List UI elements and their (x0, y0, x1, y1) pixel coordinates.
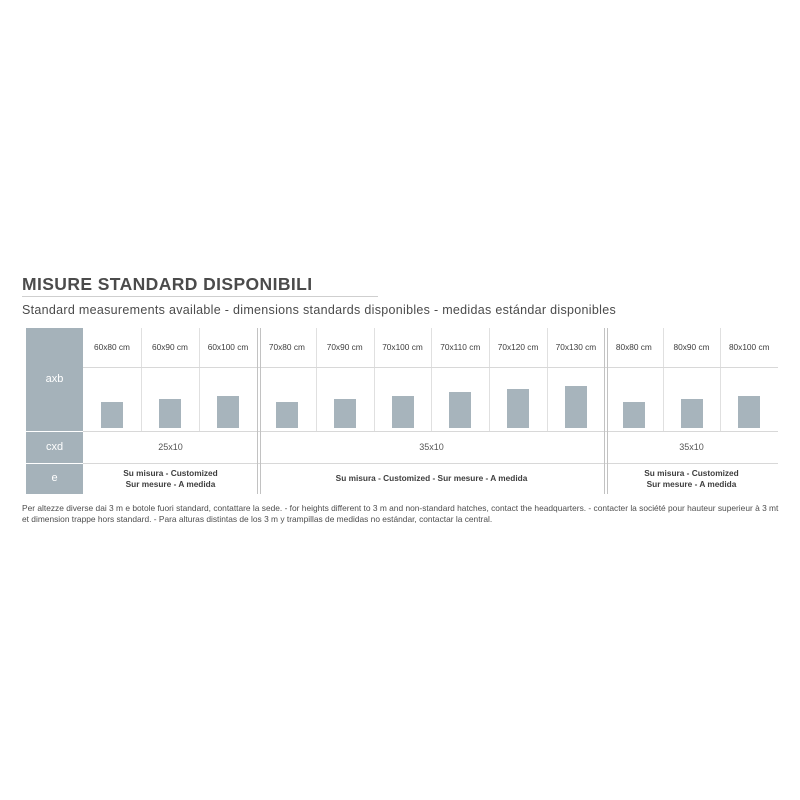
size-row (83, 328, 258, 367)
bar-cell (720, 367, 778, 431)
size-group-2 (258, 328, 605, 494)
page-title: MISURE STANDARD DISPONIBILI (22, 274, 313, 294)
size-bar (217, 396, 239, 428)
size-bar (507, 389, 529, 428)
bar-cell (605, 367, 663, 431)
row-label-divider (26, 463, 83, 464)
bar-row (605, 367, 778, 431)
size-bar (449, 392, 471, 428)
size-bar (101, 402, 123, 428)
row-divider (258, 367, 605, 368)
e-line: Su misura - Customized (644, 467, 739, 478)
size-label: 60x90 cm (152, 342, 188, 352)
row-label-column (26, 328, 83, 494)
measurements-table (26, 328, 778, 494)
row-label-axb: axb (45, 373, 64, 385)
e-line: Sur mesure - A medida (125, 478, 216, 489)
size-row (605, 328, 778, 367)
row-label-divider (26, 431, 83, 432)
bar-cell (199, 367, 257, 431)
size-row (258, 328, 605, 367)
row-label-e: e (51, 472, 58, 484)
footnote: Per altezze diverse dai 3 m e botole fuori standard, contattare la sede. - for heights different to 3 m and non-standard hatches, contact the headquarters. - contacter la société pour hauteur superieur à 3 mt et dimension trappe hors standard. - Para alturas distintas de los 3 m y trampillas de medidas no estándar, contactar la central. (22, 503, 779, 524)
e-line: Sur mesure - A medida (646, 478, 737, 489)
group-divider (607, 328, 608, 494)
bar-cell (316, 367, 374, 431)
size-label: 70x130 cm (555, 342, 597, 352)
size-label: 60x80 cm (94, 342, 130, 352)
row-divider (83, 367, 258, 368)
e-line: Su misura - Customized - Sur mesure - A medida (335, 473, 528, 483)
bar-cell (258, 367, 316, 431)
bar-cell (489, 367, 547, 431)
row-divider (605, 367, 778, 368)
group-divider (257, 328, 258, 494)
size-bar (159, 399, 181, 428)
size-bar (392, 396, 414, 428)
cxd-value: 35x10 (419, 442, 444, 452)
group-divider (604, 328, 605, 494)
size-bar (738, 396, 760, 428)
size-label: 70x80 cm (268, 342, 305, 352)
size-bar (681, 399, 703, 428)
size-bar (565, 386, 587, 428)
page-subtitle: Standard measurements available - dimensions standards disponibles - medidas estándar disponibles (22, 303, 616, 317)
bar-cell (141, 367, 199, 431)
size-bar (276, 402, 298, 428)
size-group-1 (83, 328, 258, 494)
size-group-3 (605, 328, 778, 494)
size-label: 80x80 cm (615, 342, 652, 352)
size-label: 70x110 cm (440, 342, 481, 352)
bar-cell (547, 367, 605, 431)
title-divider (22, 296, 378, 297)
size-bar (623, 402, 645, 428)
size-label: 70x90 cm (326, 342, 363, 352)
row-label-cxd: cxd (45, 441, 64, 453)
group-divider (260, 328, 261, 494)
e-value (83, 463, 258, 494)
cxd-value: 25x10 (158, 442, 183, 452)
bar-cell (374, 367, 432, 431)
size-bar (334, 399, 356, 428)
size-label: 70x100 cm (382, 342, 423, 352)
e-value (258, 463, 605, 494)
size-label: 60x100 cm (207, 342, 249, 352)
size-label: 80x100 cm (728, 342, 770, 352)
bar-cell (431, 367, 489, 431)
cxd-value: 35x10 (679, 442, 704, 452)
bar-row (83, 367, 258, 431)
e-line: Su misura - Customized (123, 467, 218, 478)
bar-row (258, 367, 605, 431)
bar-cell (83, 367, 141, 431)
e-value (605, 463, 778, 494)
size-label: 70x120 cm (497, 342, 539, 352)
bar-cell (663, 367, 721, 431)
size-label: 80x90 cm (673, 342, 710, 352)
